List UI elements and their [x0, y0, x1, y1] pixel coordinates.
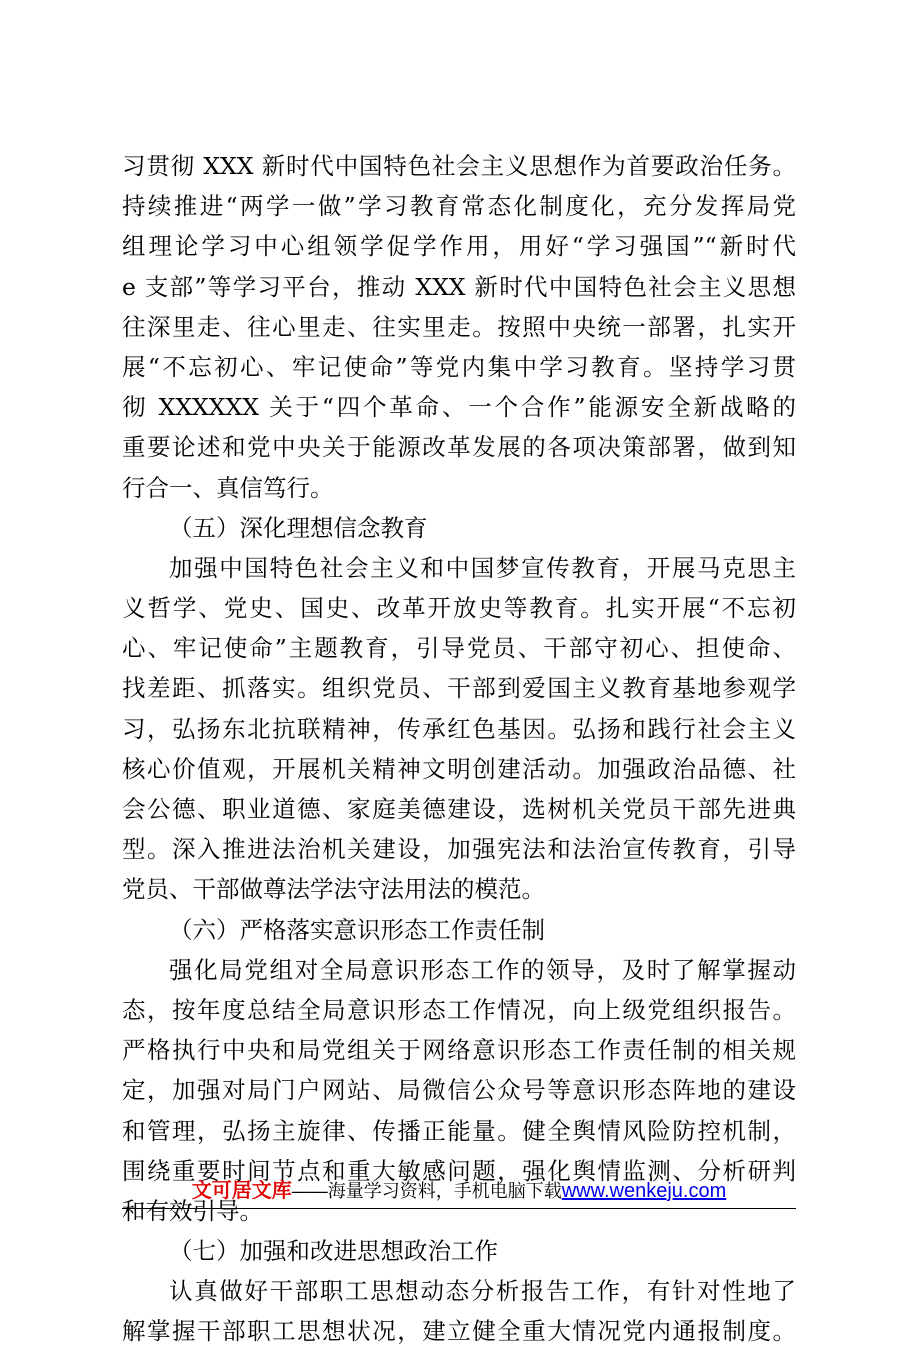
section-heading-7: （七）加强和改进思想政治工作: [169, 1237, 498, 1266]
text-line: 重要论述和党中央关于能源改革发展的各项决策部署，做到知: [122, 433, 796, 462]
text-line: 行合一、真信笃行。: [122, 473, 334, 502]
text-line: 和管理，弘扬主旋律、传播正能量。健全舆情风险防控机制，: [122, 1116, 796, 1145]
text-line: 义哲学、党史、国史、改革开放史等教育。扎实开展“不忘初: [122, 594, 796, 623]
paragraph-political-work: [122, 1271, 796, 1351]
text-line: 彻 XXXXXX 关于“四个革命、一个合作”能源安全新战略的: [122, 393, 796, 422]
footer-brand: 文可居文库: [191, 1180, 292, 1202]
paragraph-study-thought: [122, 146, 796, 508]
text-line: 往深里走、往心里走、往实里走。按照中央统一部署，扎实开: [122, 312, 796, 341]
section-heading-6: （六）严格落实意识形态工作责任制: [169, 915, 545, 944]
text-line: 习，弘扬东北抗联精神，传承红色基因。弘扬和践行社会主义: [122, 714, 796, 743]
footer-link[interactable]: www.wenkeju.com: [561, 1180, 727, 1202]
text-line: 型。深入推进法治机关建设，加强宪法和法治宣传教育，引导: [122, 835, 796, 864]
text-line: 定，加强对局门户网站、局微信公众号等意识形态阵地的建设: [122, 1076, 796, 1105]
document-body: [122, 146, 796, 1352]
text-line: 党员、干部做尊法学法守法用法的模范。: [122, 875, 545, 904]
text-line: 展“不忘初心、牢记使命”等党内集中学习教育。坚持学习贯: [122, 352, 796, 381]
text-line: 解掌握干部职工思想状况，建立健全重大情况党内通报制度。: [122, 1317, 796, 1346]
text-line: 严格执行中央和局党组关于网络意识形态工作责任制的相关规: [122, 1036, 796, 1065]
footer-tagline: ——海量学习资料，手机电脑下载: [291, 1181, 562, 1201]
text-line: 核心价值观，开展机关精神文明创建活动。加强政治品德、社: [122, 754, 796, 783]
section-heading-5: （五）深化理想信念教育: [169, 513, 428, 542]
text-line: 强化局党组对全局意识形态工作的领导，及时了解掌握动: [169, 955, 796, 984]
paragraph-ideals-education: [122, 548, 796, 910]
text-line: 态，按年度总结全局意识形态工作情况，向上级党组织报告。: [122, 995, 796, 1024]
text-line: 习贯彻 XXX 新时代中国特色社会主义思想作为首要政治任务。: [122, 152, 796, 180]
footer-divider: [122, 1208, 796, 1209]
text-line: 组理论学习中心组领学促学作用，用好“学习强国”“新时代: [122, 232, 796, 261]
text-line: 加强中国特色社会主义和中国梦宣传教育，开展马克思主: [169, 553, 796, 582]
text-line: 心、牢记使命”主题教育，引导党员、干部守初心、担使命、: [122, 634, 796, 663]
text-line: 找差距、抓落实。组织党员、干部到爱国主义教育基地参观学: [122, 674, 796, 703]
text-line: 持续推进“两学一做”学习教育常态化制度化，充分发挥局党: [122, 192, 796, 221]
text-line: 和有效引导。: [122, 1196, 263, 1225]
text-line: 认真做好干部职工思想动态分析报告工作，有针对性地了: [169, 1277, 796, 1306]
text-line: 会公德、职业道德、家庭美德建设，选树机关党员干部先进典: [122, 795, 796, 823]
text-line: e 支部”等学习平台，推动 XXX 新时代中国特色社会主义思想: [122, 272, 796, 301]
page-footer: [122, 1178, 796, 1204]
text-line: 围绕重要时间节点和重大敏感问题，强化舆情监测、分析研判: [122, 1156, 796, 1185]
